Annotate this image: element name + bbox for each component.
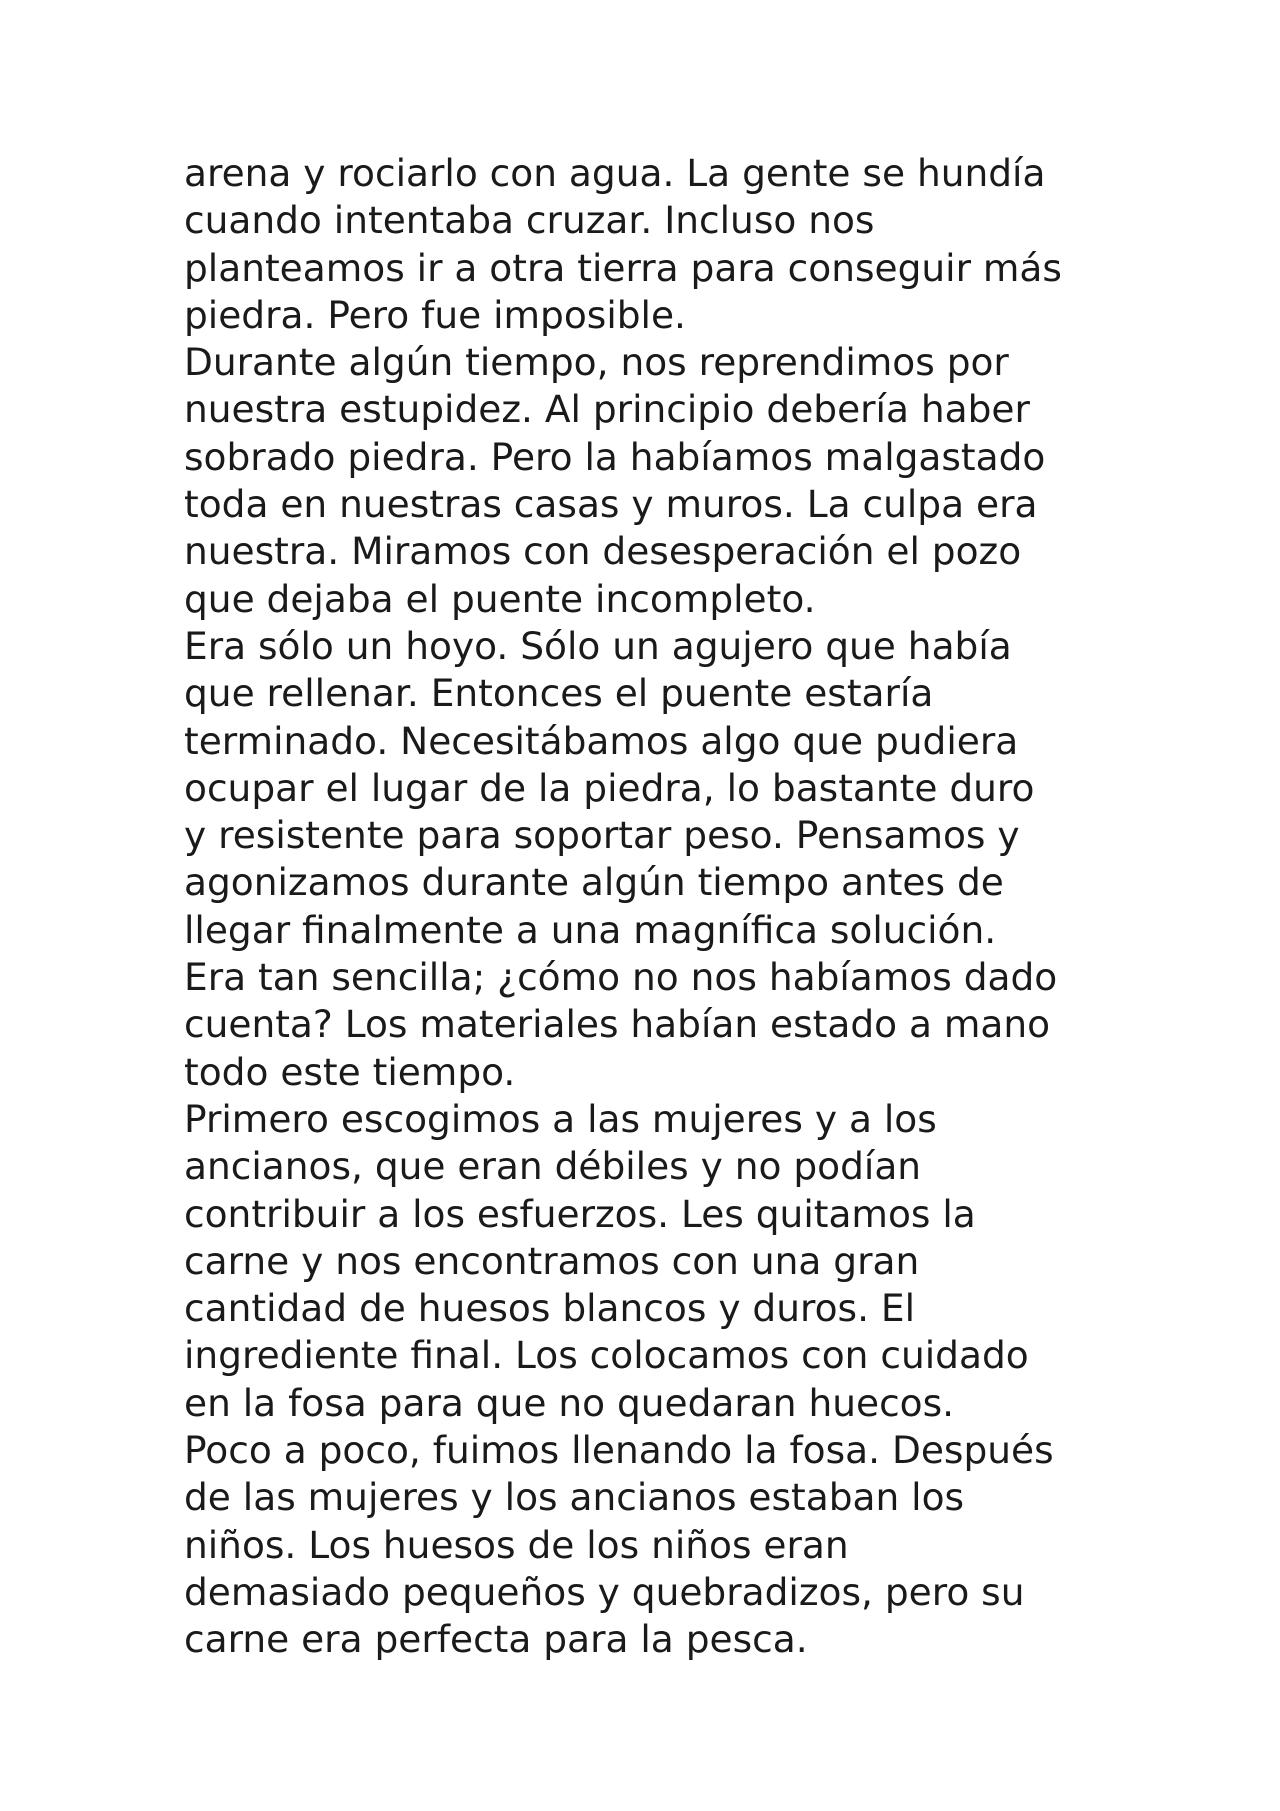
body-text	[184, 150, 1124, 1664]
text-line: que rellenar. Entonces el puente estaría	[184, 671, 934, 716]
text-line: sobrado piedra. Pero la habíamos malgastado	[184, 434, 1046, 479]
text-line: ocupar el lugar de la piedra, lo bastante duro	[184, 765, 1035, 810]
text-line: llegar finalmente a una magnífica solución.	[184, 907, 997, 952]
text-line: y resistente para soportar peso. Pensamos y	[184, 813, 1020, 858]
text-line: demasiado pequeños y quebradizos, pero su	[184, 1569, 1025, 1614]
text-line: todo este tiempo.	[184, 1049, 516, 1094]
text-line: Poco a poco, fuimos llenando la fosa. Después	[184, 1428, 1054, 1473]
text-line: nuestra estupidez. Al principio debería haber	[184, 387, 1030, 432]
text-line: de las mujeres y los ancianos estaban los	[184, 1475, 965, 1520]
text-line: en la fosa para que no quedaran huecos.	[184, 1380, 955, 1425]
text-line: que dejaba el puente incompleto.	[184, 576, 816, 621]
text-line: Era tan sencilla; ¿cómo no nos habíamos dado	[184, 955, 1058, 1000]
text-line: cantidad de huesos blancos y duros. El	[184, 1286, 916, 1331]
text-line: piedra. Pero fue imposible.	[184, 292, 686, 337]
text-line: agonizamos durante algún tiempo antes de	[184, 860, 1004, 905]
text-line: terminado. Necesitábamos algo que pudiera	[184, 718, 1019, 763]
text-line: carne era perfecta para la pesca.	[184, 1617, 808, 1662]
text-line: cuenta? Los materiales habían estado a mano	[184, 1002, 1051, 1047]
text-line: arena y rociarlo con agua. La gente se hundía	[184, 151, 1046, 195]
text-line: nuestra. Miramos con desesperación el pozo	[184, 529, 1022, 574]
text-line: toda en nuestras casas y muros. La culpa era	[184, 482, 1038, 527]
text-line: ingrediente final. Los colocamos con cuidado	[184, 1333, 1029, 1378]
text-line: Durante algún tiempo, nos reprendimos por	[184, 340, 1009, 385]
text-line: planteamos ir a otra tierra para conseguir más	[184, 245, 1062, 290]
text-line: Era sólo un hoyo. Sólo un agujero que había	[184, 623, 1012, 668]
text-line: ancianos, que eran débiles y no podían	[184, 1144, 922, 1189]
text-line: carne y nos encontramos con una gran	[184, 1238, 920, 1283]
text-line: contribuir a los esfuerzos. Les quitamos la	[184, 1191, 976, 1236]
text-line: cuando intentaba cruzar. Incluso nos	[184, 198, 875, 243]
text-line: niños. Los huesos de los niños eran	[184, 1522, 849, 1567]
text-line: Primero escogimos a las mujeres y a los	[184, 1096, 937, 1141]
